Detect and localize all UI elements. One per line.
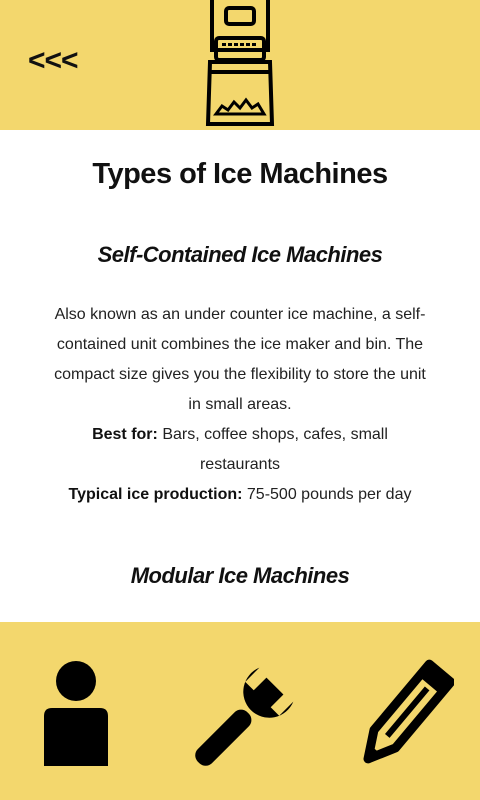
person-icon[interactable] (36, 658, 116, 770)
section-body-self-contained (52, 300, 428, 510)
ice-machine-icon (202, 0, 278, 126)
section-description: Also known as an under counter ice machine, a self-contained unit combines the ice maker and bin. The compact size gives you the flexibility to store the unit in small areas. (54, 306, 426, 413)
page-title: Types of Ice Machines (92, 158, 388, 190)
back-button[interactable]: <<< (28, 44, 78, 77)
article-content (0, 130, 480, 622)
header-bar (0, 0, 480, 130)
wrench-icon[interactable] (186, 662, 296, 778)
best-for-value: Bars, coffee shops, cafes, small restaurants (162, 426, 388, 473)
best-for-label: Best for: (92, 426, 158, 443)
section-heading-modular: Modular Ice Machines (130, 563, 350, 588)
production-label: Typical ice production: (68, 486, 243, 503)
section-heading-self-contained: Self-Contained Ice Machines (97, 242, 383, 267)
bottom-nav (0, 622, 480, 800)
pencil-icon[interactable] (354, 656, 454, 776)
production-value: 75-500 pounds per day (246, 486, 412, 503)
